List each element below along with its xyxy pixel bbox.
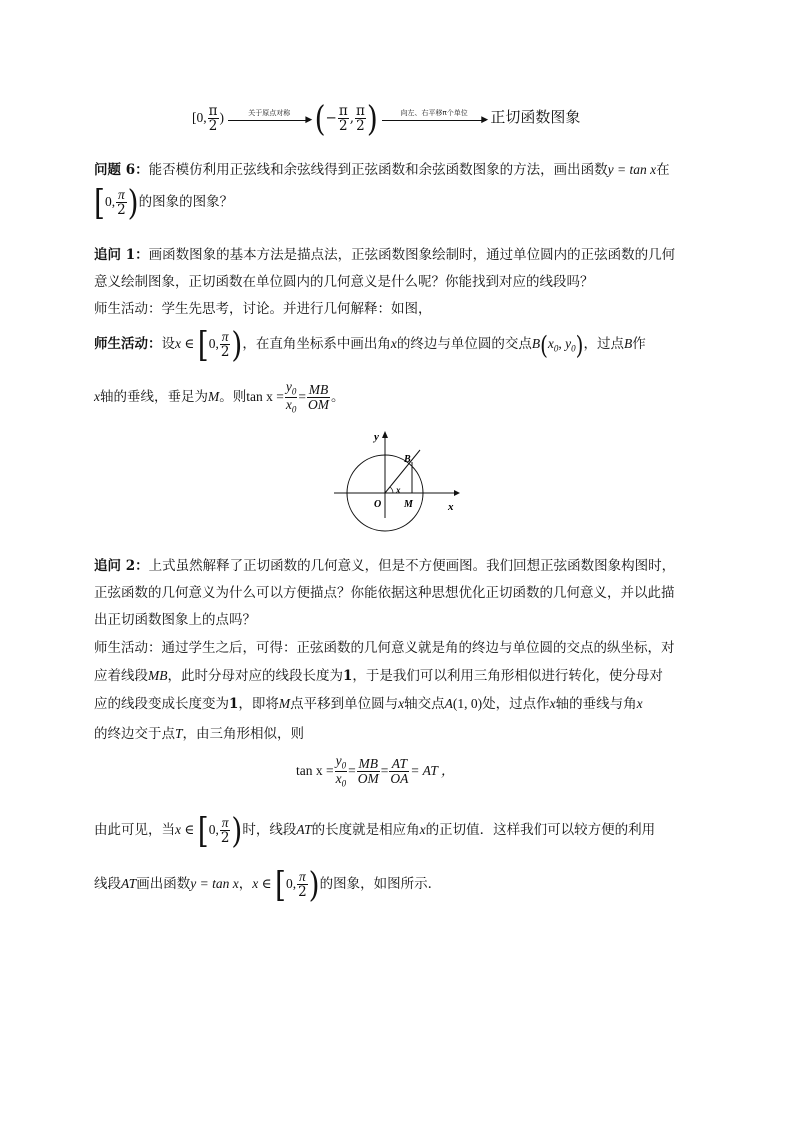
translate-arrow: 向左、右平移π个单位 ▶ bbox=[382, 112, 486, 126]
question-6-cont: [0, $\frac{\pi}{2}$ )的图象的图象？ bbox=[94, 181, 234, 223]
activity-2: 师生活动：设x ∈ [0, $\frac{\pi}{2}$ )，在直角坐标系中画出角x的终边与单位圆的交点$B(x_0$, $y_0$)，过点B作 bbox=[94, 323, 646, 365]
followup-2: 追问 2：上式虽然解释了正切函数的几何意义，但是不方便画图。我们回想正弦函数图象构图时， bbox=[94, 558, 676, 574]
followup-1: 追问 1：画函数图象的基本方法是描点法，正弦函数图象绘制时，通过单位圆内的正弦函数的几何 bbox=[94, 247, 676, 263]
unit-circle-figure bbox=[330, 428, 470, 518]
activity-2-cont: x轴的垂线，垂足为M。则tan x = $\frac{y_0}{x_0}$ = $\frac{MB}{OM}$ 。 bbox=[94, 379, 345, 415]
O-label: O bbox=[374, 499, 382, 510]
question-6: 问题 6：能否模仿利用正弦线和余弦线得到正弦函数和余弦函数图象的方法，画出函数y = tan x在 bbox=[94, 162, 670, 178]
tangent-formula: tan x = $\frac{y_0}{x_0}$ = $\frac{MB}{OM}$ = $\frac{AT}{OA}$ = AT ， bbox=[296, 753, 455, 789]
activity-3-l2: 应着线段MB，此时分母对应的线段长度为1，于是我们可以利用三角形相似进行转化，使分母对 bbox=[94, 668, 663, 684]
followup-2-cont2: 出正切函数图象上的点吗？ bbox=[94, 612, 256, 628]
result-text: 正切函数图象 bbox=[490, 108, 581, 127]
activity-3-l3: 应的线段变成长度变为1，即将M点平移到单位圆与x轴交点A(1, 0)处，过点作x轴的垂线与角x bbox=[94, 696, 643, 712]
followup-1-cont: 意义绘制图象，正切函数在单位圆内的几何意义是什么呢？你能找到对应的线段吗？ bbox=[94, 274, 594, 290]
conclusion-l1: 由此可见，当x ∈ [0, $\frac{\pi}{2}$ )时，线段AT的长度就是相应角x的正切值．这样我们可以较方便的利用 bbox=[94, 809, 656, 851]
x-axis-arrow bbox=[454, 490, 460, 496]
followup-2-cont1: 正弦函数的几何意义为什么可以方便描点？你能依据这种思想优化正切函数的几何意义，并以此描 bbox=[94, 585, 675, 601]
y-label: y bbox=[374, 431, 379, 443]
B-label: B bbox=[404, 454, 411, 465]
symmetric-arrow: 关于原点对称 ▶ bbox=[228, 112, 310, 126]
conclusion-l2: 线段AT画出函数y = tan x，x ∈ [0, $\frac{\pi}{2}$ )的图象，如图所示． bbox=[94, 863, 442, 905]
x-label: x bbox=[448, 501, 454, 513]
terminal-side bbox=[385, 450, 420, 493]
transform-line: [0, $\frac{\pi}{2}$ ) 关于原点对称 ▶ (− $\frac{\pi}{2}$ , $\frac{\pi}{2}$ ) 向左、右平移π个单位 ▶ 正切函数图象 bbox=[192, 97, 581, 139]
activity-3-l1: 师生活动：通过学生之后，可得：正弦函数的几何意义就是角的终边与单位圆的交点的纵坐标，对 bbox=[94, 640, 675, 656]
M-label: M bbox=[404, 499, 413, 510]
activity-3-l4: 的终边交于点T，由三角形相似，则 bbox=[94, 726, 305, 742]
angle-arc bbox=[390, 487, 393, 493]
activity-1: 师生活动：学生先思考，讨论。并进行几何解释：如图， bbox=[94, 301, 432, 317]
y-axis-arrow bbox=[382, 431, 388, 438]
angle-label: x bbox=[396, 485, 401, 495]
